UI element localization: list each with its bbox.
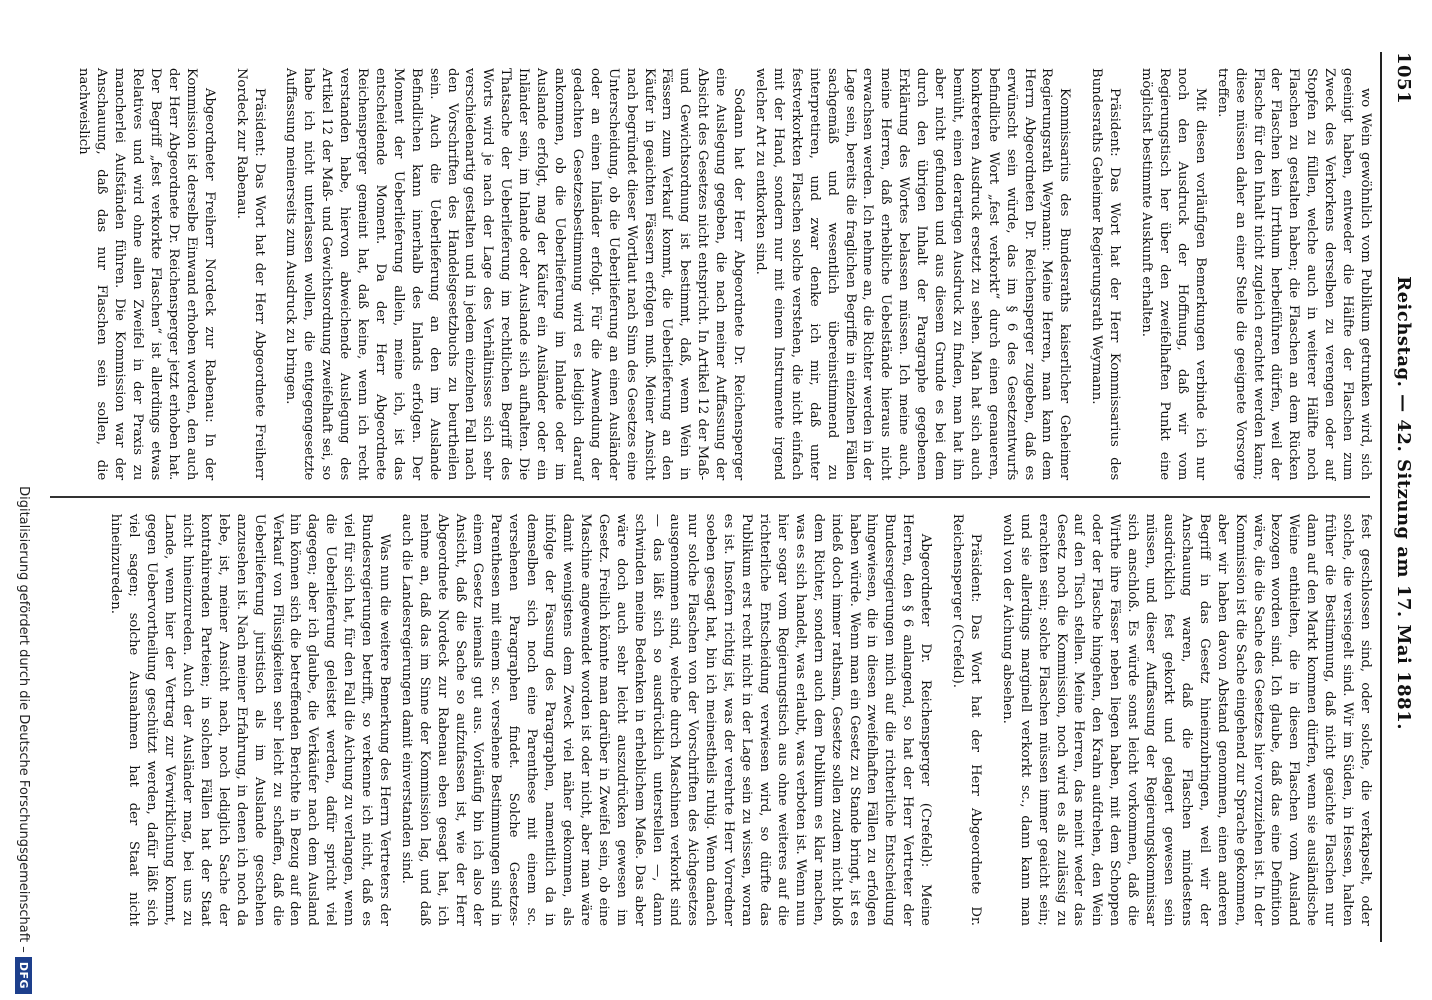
paragraph: Präsident: Das Wort hat der Herr Abgeordnete Dr. Reichensperger (Crefeld). bbox=[950, 513, 983, 926]
left-column bbox=[46, 52, 1374, 496]
paragraph: Kommissarius des Bundesraths kaiserlicher Geheimer Regierungsrath Weymann: Meine Herren, man kann dem Herrn Abgeordneten Dr. Reichensperger zugeben, daß es erwünscht sein würde, das im § 6 des Gesetzentwurfs befindliche Wort „fest verkorkt“ durch einen genaueren, konkreteren Ausdruck ersetzt zu sehen. Man hat sich auch bemüht, einen derartigen Ausdruck zu finden, man hat ihn aber nicht gefunden und aus diesem Grunde es bei dem durch den übrigen Inhalt der Paragraphe gegebenen Erklärung des Wortes belassen müssen. Ich meine auch, meine Herren, daß erhebliche Uebelstände hieraus nicht erwachsen werden. Ich nehme an, die Richter werden in der Lage sein, bereits die fraglichen Begriffe in einzelnen Fällen sachgemäß und wesentlich übereinstimmend zu interpretiren, und zwar denke ich mir, daß unter festverkorkten Flaschen solche verstehen, die nicht einfach mit der Hand, sondern nur mit einem Instrumente irgend welcher Art zu entkorken sind. bbox=[753, 68, 1073, 481]
paragraph: Abgeordneter Freiherr Nordeck zur Rabenau: In der Kommission ist derselbe Einwand erhoben worden, den auch der Herr Abgeordnete Dr. Reichensperger jetzt erhoben hat. Der Begriff „fest verkorkte Flaschen“ ist allerdings etwas Relatives und wird ohne allen Zweifel in der Praxis zu mancherlei Aufständen führen. Die Kommission war der Anschauung, daß das nur Flaschen sein sollen, die nachweislich bbox=[76, 68, 217, 481]
page-header bbox=[1386, 52, 1422, 942]
paragraph: Präsident: Das Wort hat der Herr Kommissarius des Bundesraths Geheimer Regierungsrath Weymann. bbox=[1089, 68, 1123, 481]
spacer bbox=[1123, 68, 1133, 480]
paragraph: Abgeordneter Dr. Reichensperger (Crefeld): Meine Herren, den § 6 anlangend, so hat der Herr Vertreter der Bundesregierungen mich auf die richterliche Entscheidung hingewiesen, die in diesen zweifelhaften Fällen zu erfolgen haben würde. Wenn man ein Gesetz zu Stande bringt, ist es indeß doch immer rathsam, Gesetze sollen zudem nicht bloß dem Richter, sondern auch dem Publikum es klar machen, was es sich handelt, was erlaubt, was verboten ist. Wenn nun hier sogar vom Regierungstisch aus ohne weiteres auf die richterliche Entscheidung verwiesen wird, so dürfte das Publikum erst recht nicht in der Lage sein zu wissen, woran es ist. Insofern richtig ist, was der verehrte Herr Vorredner soeben gesagt hat, bin ich meinestheils ruhig. Wenn danach nur solche Flaschen von der Vorschriften des Aichgesetzes ausgenommen sind, welche durch Maschinen verkorkt sind — das läßt sich so ausdrücklich unterstellen —, dann schwinden meine Bedenken in erheblichem Maße. Das aber wäre doch auch sehr leicht auszudrücken gewesen im Gesetz. Freilich könnte man darüber in Zweifel sein, ob eine Maschine angewendet worden ist oder nicht, aber man wäre damit wenigstens dem Zweck viel näher gekommen, als infolge der Fassung des Paragraphen, namentlich da in demselben sich noch eine Parenthese mit einem sc. versehenen Paragraphen findet. Solche Gesetzes-Parenthesen mit einem sc. versehene Bestimmungen sind in einem Gesetz niemals gut aus. Vorläufig bin ich also der Ansicht, daß die Sache so aufzufassen ist, wie der Herr Abgeordnete Nordeck zur Rabenau eben gesagt hat, ich nehme an, daß das im Sinne der Kommission lag, und daß auch die Landesregierungen damit einverstanden sind. bbox=[398, 513, 934, 926]
right-column bbox=[46, 498, 1374, 942]
spacer bbox=[1073, 68, 1083, 480]
spacer bbox=[984, 514, 994, 926]
header-rule bbox=[1380, 52, 1382, 942]
digitization-credit bbox=[4, 0, 44, 1000]
paragraph: Präsident: Das Wort hat der Herr Abgeordnete Freiherr Nordeck zur Rabenau. bbox=[233, 68, 267, 481]
paragraph: wo Wein gewöhnlich vom Publikum getrunken wird, sich geeinigt haben, entweder die Hälfte der Flaschen zum Zweck des Verkorkens derselben zu verengen oder auf Stopfen zu füllen, welche auch in weiterer Hälfte noch Flaschen zu gestalten haben; die Flaschen an dem Rücken der Flaschen kein Irrthum herbeiführen dürfen, weil der Flasche für den Inhalt nicht zugleich erachtet werden kann; diese müssen daher an einer Stelle die geeignete Vorsorge treffen. bbox=[1214, 68, 1373, 481]
paragraph: fest geschlossen sind, oder solche, die verkapselt, oder solche, die versiegelt sind. Wir im Süden, in Hessen, halten früher die Bestimmung, daß nicht geaichte Flaschen nur dann auf den Markt kommen dürfen, wenn sie ausländische Weine enthielten, die in diesen Flaschen vom Ausland bezogen worden sind. Ich glaube, daß das eine Definition wäre, die die Sache des Gesetzes hier vorzuziehen ist. In der Kommission ist die Sache eingehend zur Sprache gekommen, aber wir haben davon Abstand genommen, einen anderen Begriff in das Gesetz hineinzubringen, weil wir der Anschauung waren, daß die Flaschen mindestens ausdrücklich fest gekorkt und gelagert gewesen sein müssen, und dieser Auffassung der Regierungskommissar sich anschloß. Es würde sonst leicht vorkommen, daß die Wirthe ihre Fässer neben liegen haben, mit dem Schoppen oder der Flasche hingehen, den Krahn aufdrehen, den Wein auf den Tisch stellen. Meine Herren, das meint weder das Gesetz noch die Kommission, noch wird es als zulässig zu erachten sein; solche Flaschen müssen immer geaicht sein; und sie allerdings marginell verkorkt sc., dann kann man wohl von der Aichung absehen. bbox=[999, 513, 1373, 927]
page-title: Reichstag. — 42. Sitzung am 17. Mai 1881. bbox=[1393, 276, 1415, 730]
page-number: 1051 bbox=[1393, 52, 1415, 105]
text-columns bbox=[46, 52, 1374, 942]
paragraph: Mit diesen vorläufigen Bemerkungen verbinde ich nur noch den Ausdruck der Hoffnung, daß wir vom Regierungstisch her über den zweifelhaften Punkt eine möglichst bestimmte Auskunft erhalten. bbox=[1139, 68, 1208, 481]
dfg-logo: DFG bbox=[16, 957, 33, 994]
paragraph: Sodann hat der Herr Abgeordnete Dr. Reichensperger eine Auslegung gegeben, die nach meiner Auffassung der Absicht des Gesetzes nicht entspricht. In Artikel 12 der Maß- und Gewichtsordnung ist bestimmt, daß, wenn Wein in Fässern zum Verkauf kommt, die Ueberlieferung an den Käufer in geaichten Fässern erfolgen muß. Meiner Ansicht nach begründet dieser Wortlaut nach Sinn des Gesetzes eine Unterscheidung, ob die Ueberlieferung an einen Ausländer oder an einen Inländer erfolgt. Für die Anwendung der gedachten Gesetzesbestimmung wird es lediglich darauf ankommen, ob die Ueberlieferung im Inlande oder im Auslande erfolgt, mag der Käufer ein Ausländer oder ein Inländer sein, im Inlande oder Auslande sich aufhalten. Die Thatsache der Ueberlieferung im rechtlichen Begriff des Worts wird je nach der Lage des Verhältnisses sich sehr verschiedenartig gestalten und in jedem einzelnen Fall nach den Vorschriften des Handelsgesetzbuchs zu beurtheilen sein. Auch die Ueberlieferung an den im Auslande Befindlichen kann innerhalb des Inlands erfolgen. Der Moment der Ueberlieferung allein, meine ich, ist das entscheidende Moment. Da der Herr Abgeordnete Reichensperger gemeint hat, daß keine, wenn ich recht verstanden habe, hiervon abweichende Auslegung des Artikel 12 der Maß- und Gewichtsordnung zweifelhaft sei, so habe ich nicht unterlassen wollen, die entgegengesetzte Auffassung meinerseits zum Ausdruck zu bringen. bbox=[283, 68, 747, 481]
spacer bbox=[268, 68, 278, 480]
spacer bbox=[934, 514, 944, 926]
credit-text: Digitalisierung gefördert durch die Deutsche Forschungsgemeinschaft – bbox=[16, 486, 32, 953]
spacer bbox=[218, 68, 228, 480]
paragraph: Was nun die weitere Bemerkung des Herrn Vertreters der Bundesregierungen betrifft, so verkenne ich nicht, daß es viel für sich hat, für den Fall die Aichung zu verlangen, wenn die Ueberlieferung geleistet werden, dafür spricht viel dagegen; aber ich glaube, die Verkäufer nach dem Ausland hin können sich die betreffenden Berichte in Bezug auf den Verkauf von Flüssigkeiten sehr leicht zu schaffen, daß die Ueberlieferung juristisch als im Auslande geschehen anzusehen ist. Nach meiner Erfahrung, in denen ich noch da lebe, ist, meiner Ansicht nach, noch lediglich Sache der kontrahirenden Parteien; in solchen Fällen hat der Staat nicht hineinzureden. Auch der Ausländer mag, bei uns zu Lande, wenn hier der Vertrag zur Verwirklichung kommt, gegen Uebervortheilung geschützt werden, dafür läßt sich viel sagen; solche Ausnahmen hat der Staat nicht hineinzureden. bbox=[108, 513, 392, 926]
